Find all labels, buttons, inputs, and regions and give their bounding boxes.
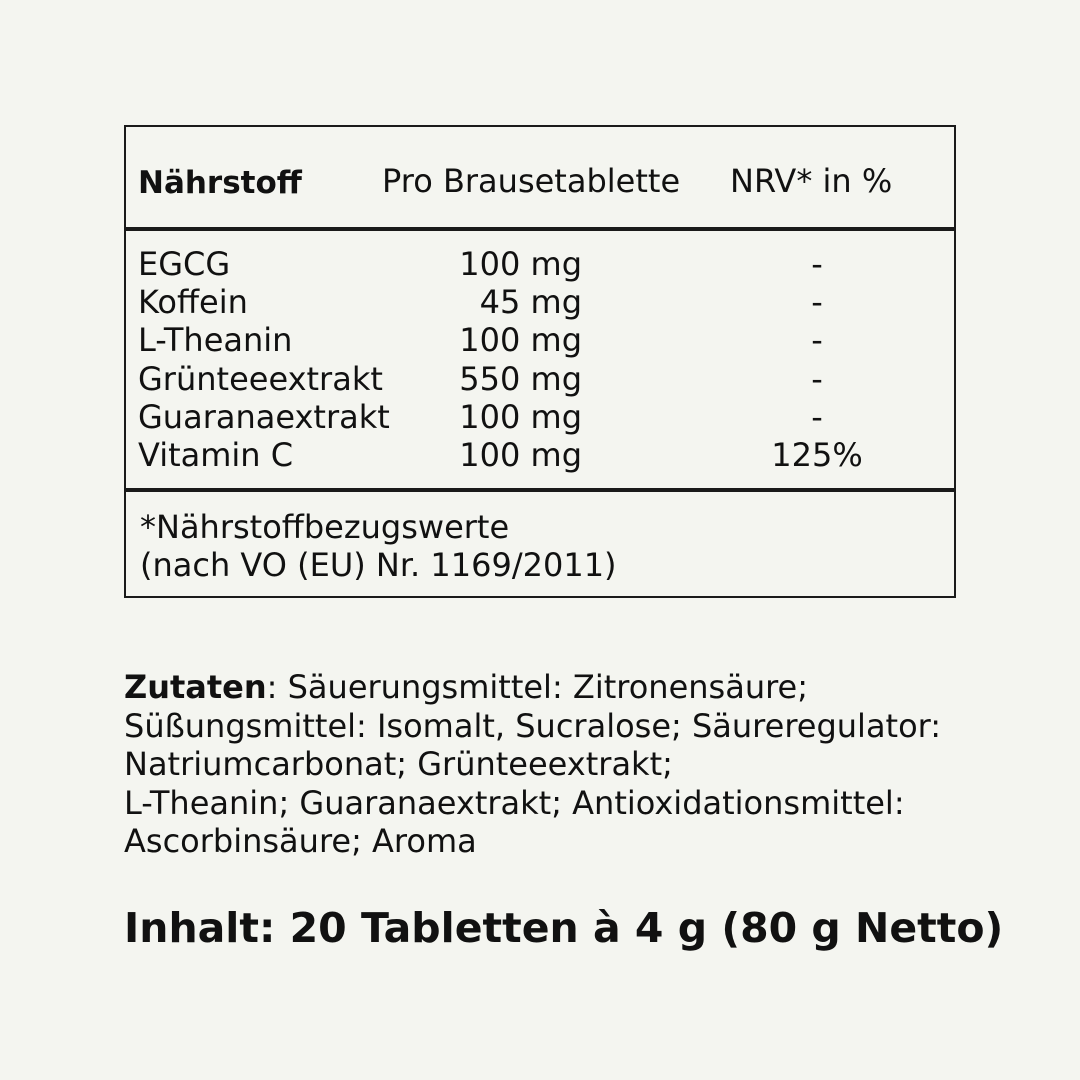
nutrient-nrv: - — [811, 245, 823, 283]
net-content: Inhalt: 20 Tabletten à 4 g (80 g Netto) — [124, 904, 1004, 952]
nutrition-table — [124, 125, 956, 598]
footnote-line: *Nährstoffbezugswerte — [140, 508, 510, 546]
nutrient-amount: 45 mg — [479, 283, 582, 322]
footnote-reference: (nach VO (EU) Nr. 1169/2011) — [140, 546, 617, 584]
nutrient-amount: 550 mg — [459, 359, 582, 398]
table-header — [126, 127, 954, 231]
nutrient-nrv: - — [811, 359, 823, 398]
header-per-tablet: Pro Brausetablette — [382, 162, 681, 200]
nutrient-amount: 100 mg — [459, 321, 582, 360]
table-row — [126, 245, 954, 283]
nutrient-name: L-Theanin — [138, 321, 293, 360]
ingredients-line: L-Theanin; Guaranaextrakt; Antioxidationsmittel: — [124, 783, 905, 822]
nutrient-name: EGCG — [138, 245, 231, 283]
table-row — [126, 283, 954, 321]
ingredients-text — [124, 668, 984, 861]
table-row — [126, 436, 954, 474]
table-row — [126, 398, 954, 436]
table-footnote — [126, 492, 954, 598]
nutrient-nrv: - — [811, 283, 823, 322]
ingredients-label: Zutaten — [124, 668, 267, 706]
nutrient-name: Vitamin C — [138, 435, 294, 474]
nutrient-amount: 100 mg — [459, 435, 582, 474]
nutrient-amount: 100 mg — [459, 397, 582, 436]
table-row — [126, 321, 954, 359]
ingredients-line: Natriumcarbonat; Grünteeextrakt; — [124, 745, 673, 783]
nutrient-nrv: 125% — [771, 435, 863, 474]
ingredients-line: Ascorbinsäure; Aroma — [124, 822, 477, 860]
table-body — [126, 231, 954, 492]
nutrient-name: Guaranaextrakt — [138, 397, 390, 436]
table-row — [126, 360, 954, 398]
nutrient-nrv: - — [811, 321, 823, 360]
ingredients-line: Süßungsmittel: Isomalt, Sucralose; Säureregulator: — [124, 706, 942, 745]
nutrient-amount: 100 mg — [459, 245, 582, 283]
nutrient-nrv: - — [811, 397, 823, 436]
header-nrv: NRV* in % — [730, 162, 893, 200]
nutrient-name: Grünteeextrakt — [138, 359, 383, 398]
nutrient-name: Koffein — [138, 283, 248, 322]
header-nutrient: Nährstoff — [138, 165, 302, 201]
ingredients-line: : Säuerungsmittel: Zitronensäure; — [266, 668, 809, 706]
